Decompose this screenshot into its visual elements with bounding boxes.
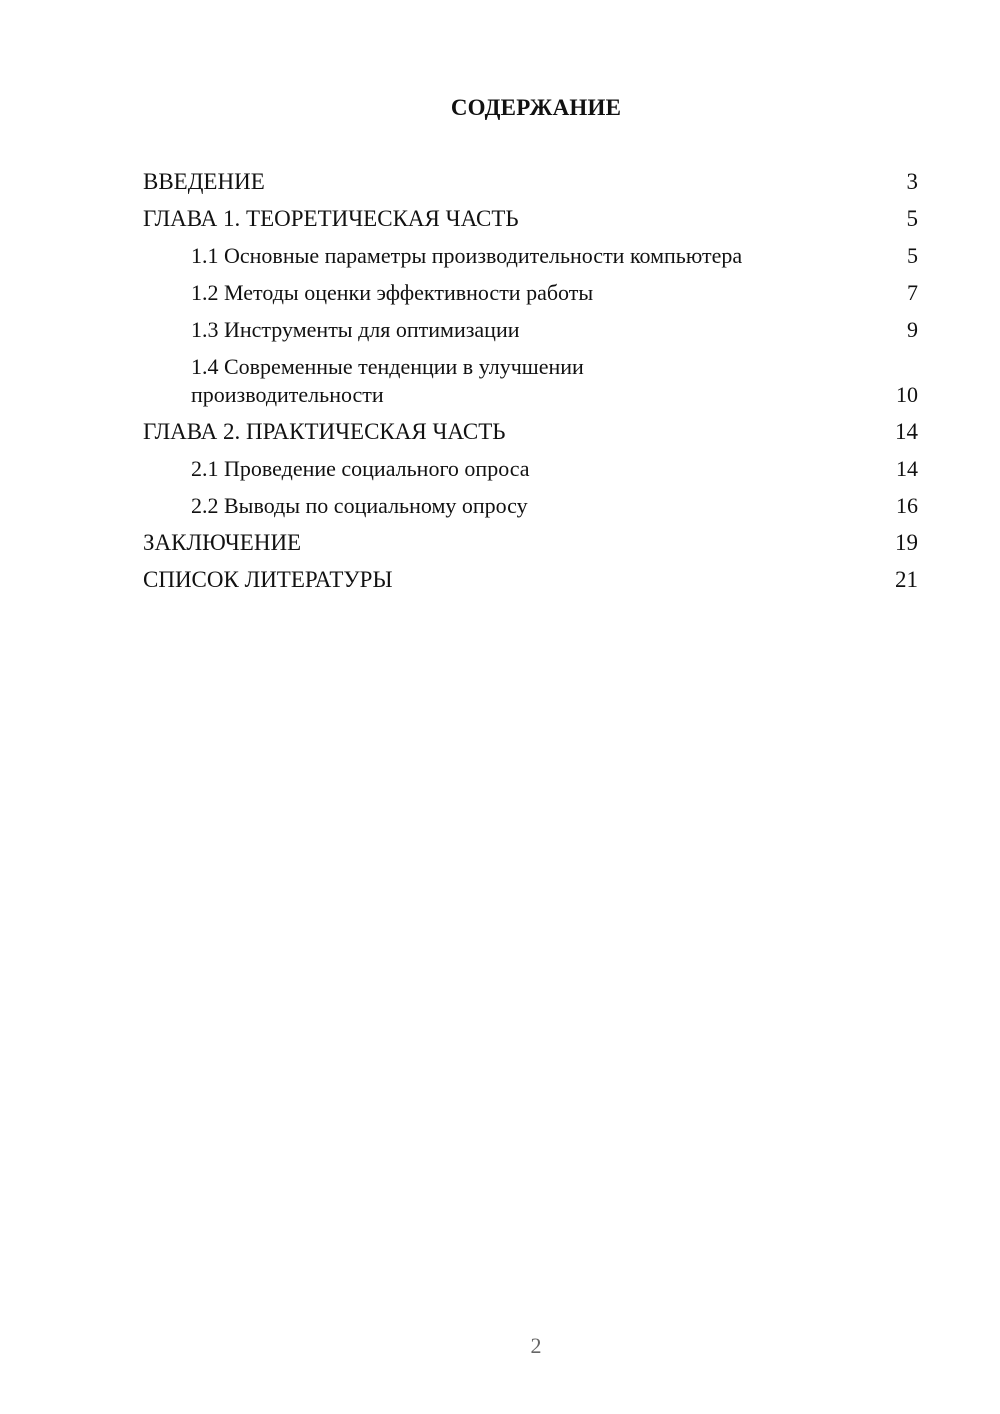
toc-item-label: ЗАКЛЮЧЕНИЕ bbox=[143, 530, 302, 555]
toc-item-conclusion[interactable] bbox=[143, 529, 918, 557]
toc-item-page: 16 bbox=[896, 493, 918, 518]
toc-item-section-1-1[interactable] bbox=[143, 242, 918, 270]
page-title: СОДЕРЖАНИЕ bbox=[450, 95, 622, 120]
toc-item-label: 1.3 Инструменты для оптимизации bbox=[191, 317, 520, 342]
toc-item-introduction[interactable] bbox=[143, 168, 918, 196]
toc-item-page: 19 bbox=[895, 530, 918, 555]
toc-item-label: 1.4 Современные тенденции в улучшении производительности bbox=[191, 354, 584, 407]
toc-item-section-1-4[interactable] bbox=[143, 353, 918, 409]
toc-item-label: 2.1 Проведение социального опроса bbox=[191, 456, 530, 481]
toc-item-page: 3 bbox=[906, 169, 918, 194]
toc-item-label: ГЛАВА 1. ТЕОРЕТИЧЕСКАЯ ЧАСТЬ bbox=[143, 206, 519, 231]
toc-item-page: 10 bbox=[896, 382, 918, 407]
toc-item-label: 1.2 Методы оценки эффективности работы bbox=[191, 280, 594, 305]
toc-item-page: 5 bbox=[906, 206, 918, 231]
toc-item-label: 2.2 Выводы по социальному опросу bbox=[191, 493, 528, 518]
toc-item-label: ГЛАВА 2. ПРАКТИЧЕСКАЯ ЧАСТЬ bbox=[143, 419, 506, 444]
toc-item-label: ВВЕДЕНИЕ bbox=[143, 169, 265, 194]
toc-item-section-2-2[interactable] bbox=[143, 492, 918, 520]
page-number: 2 bbox=[530, 1333, 542, 1358]
toc-item-page: 21 bbox=[895, 567, 918, 592]
toc-item-chapter-1[interactable] bbox=[143, 205, 918, 233]
toc-item-page: 14 bbox=[895, 419, 918, 444]
toc-item-label: 1.1 Основные параметры производительности компьютера bbox=[191, 243, 743, 268]
toc-item-page: 9 bbox=[907, 317, 918, 342]
table-of-contents bbox=[143, 168, 918, 603]
toc-item-chapter-2[interactable] bbox=[143, 418, 918, 446]
toc-item-section-2-1[interactable] bbox=[143, 455, 918, 483]
toc-item-section-1-3[interactable] bbox=[143, 316, 918, 344]
toc-item-references[interactable] bbox=[143, 566, 918, 594]
toc-item-page: 14 bbox=[896, 456, 918, 481]
toc-item-page: 5 bbox=[907, 243, 918, 268]
toc-item-label: СПИСОК ЛИТЕРАТУРЫ bbox=[143, 567, 393, 592]
toc-item-page: 7 bbox=[907, 280, 918, 305]
toc-item-section-1-2[interactable] bbox=[143, 279, 918, 307]
